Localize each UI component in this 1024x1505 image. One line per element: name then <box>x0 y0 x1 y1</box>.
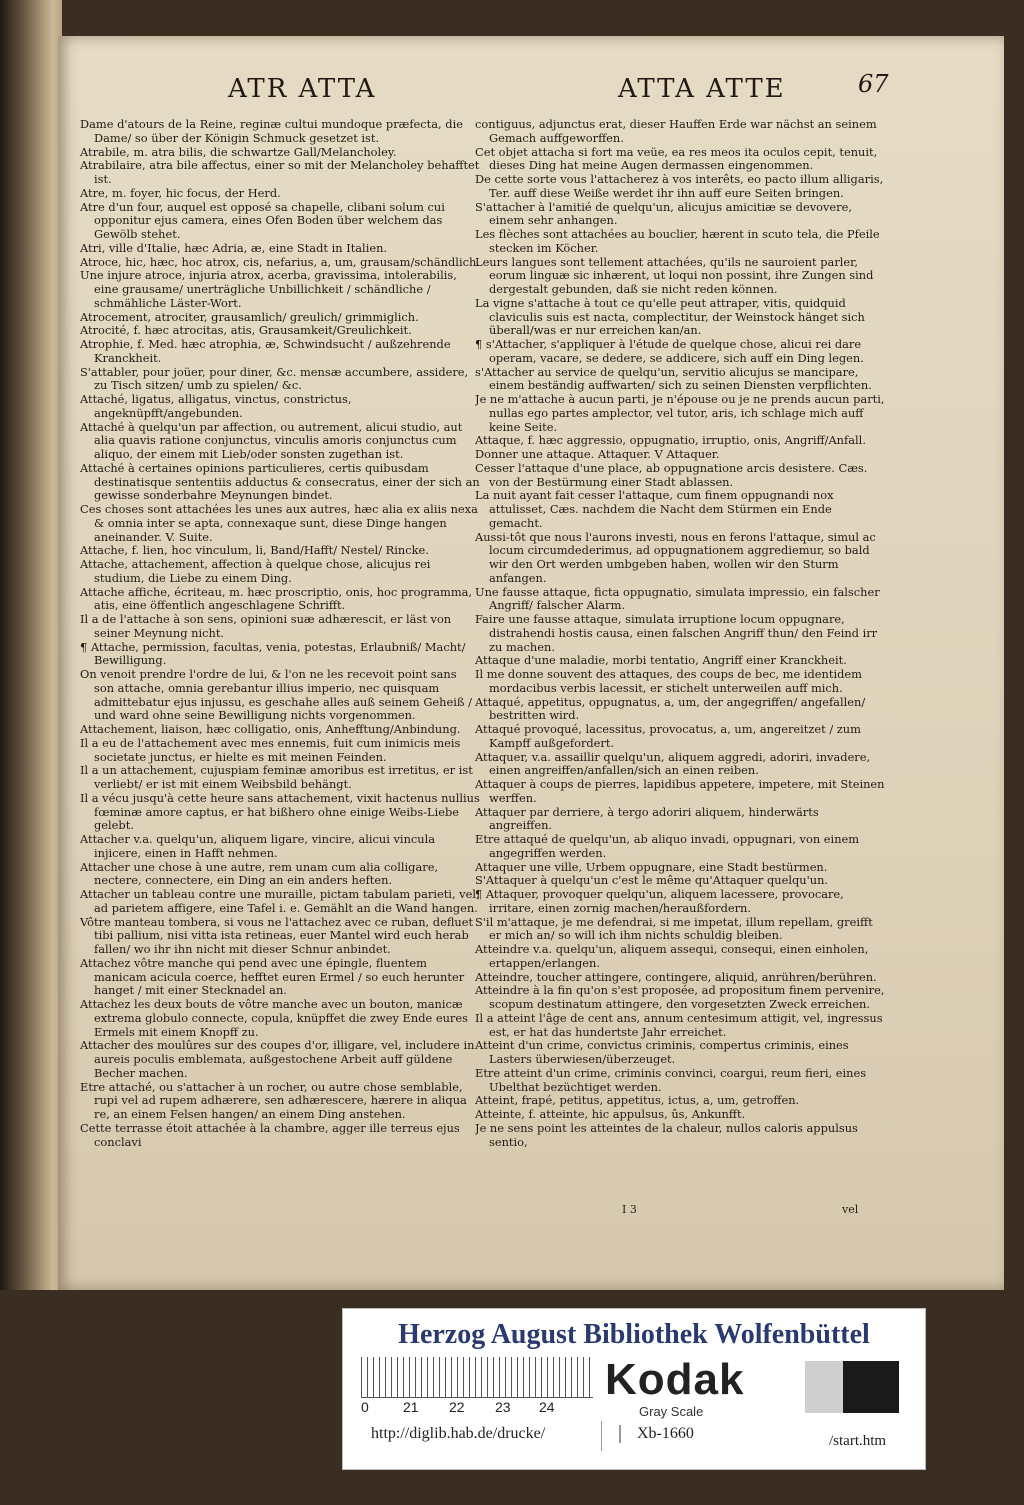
dictionary-entry: Atteindre, toucher attingere, contingere, aliquid, anrühren/berühren. <box>475 969 877 984</box>
dictionary-entry: Atre, m. foyer, hic focus, der Herd. <box>80 185 281 200</box>
dictionary-entry: contiguus, adjunctus erat, dieser Hauffen Erde war nächst an seinem Gemach auffgeworffen. <box>475 118 877 145</box>
dictionary-entry: Faire une fausse attaque, simulata irruptione locum oppugnare, distrahendi hostis causa, einen falschen Angriff thun/ den Feind irr zu machen. <box>475 612 878 654</box>
ruler-number: 24 <box>539 1399 555 1415</box>
dictionary-entry: Dame d'atours de la Reine, reginæ cultui mundoque præfecta, die Dame/ so über der Königin Schmuck gesetzet ist. <box>80 118 463 145</box>
dictionary-entry: ¶ Attaquer, provoquer quelqu'un, aliquem lacessere, provocare, irritare, einen zornig machen/heraußfordern. <box>475 887 844 915</box>
dictionary-entry: Attaquer par derriere, à tergo adoriri aliquem, hinderwärts angreiffen. <box>475 804 819 833</box>
dictionary-entry: Atteint d'un crime, convictus criminis, compertus criminis, eines Lasters überwiesen/überzeuget. <box>475 1038 849 1066</box>
ruler-number: 23 <box>495 1399 511 1415</box>
dictionary-entry: Attacher des moulûres sur des coupes d'or, illigare, vel, includere in aureis poculis emblemata, außgestochene Arbeit auff güldene Becher machen. <box>80 1038 475 1080</box>
gray-swatch-light <box>805 1361 843 1413</box>
dictionary-entry: Je ne m'attache à aucun parti, je n'épouse ou je ne prends aucun parti, nullas ego partes amplector, vel tutor, aris, ich schlage mich auff keine Seite. <box>475 392 885 434</box>
digital-library-url: http://diglib.hab.de/drucke/ <box>371 1425 546 1442</box>
dictionary-entry: Attaquer une ville, Urbem oppugnare, eine Stadt bestürmen. <box>475 859 828 874</box>
dictionary-entry: Etre atteint d'un crime, criminis convinci, coargui, reum fieri, eines Ubelthat bezüchtiget werden. <box>475 1065 867 1094</box>
dictionary-entry: Atteindre v.a. quelqu'un, aliquem assequi, consequi, einen einholen, ertappen/erlangen. <box>475 942 869 970</box>
dictionary-entry: Une injure atroce, injuria atrox, acerba, gravissima, intolerabilis, eine grausame/ unerträgliche Unbillichkeit / schändliche / schmähliche Läster-Wort. <box>80 268 457 310</box>
catchword: vel <box>842 1203 859 1216</box>
ruler-number: 0 <box>361 1399 369 1415</box>
dictionary-entry: S'il m'attaque, je me defendrai, si me impetat, illum repellam, greifft er mich an/ so will ich ihm nichts schuldig bleiben. <box>475 914 873 943</box>
dictionary-entry: Je ne sens point les atteintes de la chaleur, nullos caloris appulsus sentio, <box>475 1120 858 1149</box>
right-column <box>475 118 885 1203</box>
gray-swatch-dark <box>843 1361 899 1413</box>
dictionary-entry: Attaquer à coups de pierres, lapidibus appetere, impetere, mit Steinen werffen. <box>475 777 885 805</box>
dictionary-entry: Attaqué, appetitus, oppugnatus, a, um, der angegriffen/ angefallen/ bestritten wird. <box>475 694 866 723</box>
start-link: /start.htm <box>829 1433 887 1449</box>
gray-scale-label: Gray Scale <box>639 1404 704 1419</box>
dictionary-entry: Atre d'un four, auquel est opposé sa chapelle, clibani solum cui opponitur ejus camera, eines Ofen Boden über welchem das Gewölb stehet. <box>80 199 445 241</box>
dictionary-entry: Attaque d'une maladie, morbi tentatio, Angriff einer Kranckheit. <box>475 653 847 668</box>
ruler-number: 22 <box>449 1399 465 1415</box>
dictionary-entry: Cet objet attacha si fort ma veüe, ea res meos ita oculos cepit, tenuit, dieses Ding hat meine Augen dermassen eingenommen. <box>475 144 878 173</box>
dictionary-entry: Atrocité, f. hæc atrocitas, atis, Grausamkeit/Greulichkeit. <box>80 323 412 338</box>
dictionary-entry: Attaquer, v.a. assaillir quelqu'un, aliquem aggredi, adoriri, invadere, einen angreiffen/anfallen/sich an einen reiben. <box>475 749 871 778</box>
dictionary-entry: Il me donne souvent des attaques, des coups de bec, me identidem mordacibus verbis lacessit, er stichelt unterweilen auff mich. <box>475 667 862 695</box>
dictionary-entry: Etre attaché, ou s'attacher à un rocher, ou autre chose semblable, rupi vel ad rupem adhærere, sen adhærescere, hærere in aliqua re, an einem Felsen hangen/ an einem Ding anstehen. <box>80 1079 467 1121</box>
running-header-left: ATR ATTA <box>228 74 377 104</box>
dictionary-entry: Attacher une chose à une autre, rem unam cum alia colligare, nectere, connectere, ein Ding an ein anders heften. <box>80 859 439 888</box>
dictionary-entry: Attache, attachement, affection à quelque chose, alicujus rei studium, die Liebe zu einem Ding. <box>80 557 431 585</box>
dictionary-entry: Leurs langues sont tellement attachées, qu'ils ne sauroient parler, eorum linguæ sic inhærent, ut loqui non possint, ihre Zungen sind dergestalt gebunden, daß sie nicht reden können. <box>475 254 874 296</box>
divider <box>601 1421 602 1451</box>
library-title: Herzog August Bibliothek Wolfenbüttel <box>398 1319 870 1350</box>
dictionary-entry: Attaché à quelqu'un par affection, ou autrement, alicui studio, aut alia quavis ratione conjunctus, vinculis amoris conjunctus cum aliquo, der einem mit Lieb/oder sonsten zugethan ist. <box>80 419 463 461</box>
dictionary-entry: Il a vécu jusqu'à cette heure sans attachement, vixit hactenus nullius fœminæ amore captus, er hat bißhero ohne einige Weibs-Liebe gelebt. <box>80 790 480 833</box>
shelfmark: Xb-1660 <box>619 1425 694 1443</box>
dictionary-entry: Atrabilaire, atra bile affectus, einer so mit der Melancholey behafftet ist. <box>80 158 480 186</box>
ruler-number: 21 <box>403 1399 419 1415</box>
dictionary-entry: Vôtre manteau tombera, si vous ne l'attachez avec ce ruban, defluet tibi pallium, nisi vitta ista retineas, euer Mantel wird euch herab fallen/ wo ihr ihn nicht mit dieser Schnur anbindet. <box>80 914 474 956</box>
dictionary-entry: Attachement, liaison, hæc colligatio, onis, Anhefftung/Anbindung. <box>80 722 461 736</box>
kodak-logo: Kodak <box>605 1355 745 1404</box>
dictionary-entry: S'Attaquer à quelqu'un c'est le même qu'Attaquer quelqu'un. <box>475 873 829 888</box>
dictionary-entry: Atrophie, f. Med. hæc atrophia, æ, Schwindsucht / außzehrende Kranckheit. <box>80 337 451 365</box>
dictionary-entry: Il a atteint l'âge de cent ans, annum centesimum attigit, vel, ingressus est, er hat das hundertste Jahr erreichet. <box>475 1010 883 1039</box>
dictionary-entry: Attaqué provoqué, lacessitus, provocatus, a, um, angereitzet / zum Kampff außgefordert. <box>475 722 861 750</box>
dictionary-entry: Attaque, f. hæc aggressio, oppugnatio, irruptio, onis, Angriff/Anfall. <box>475 433 866 448</box>
dictionary-entry: Cesser l'attaque d'une place, ab oppugnatione arcis desistere. Cæs. von der Bestürmung einer Stadt ablassen. <box>475 460 868 489</box>
dictionary-entry: Une fausse attaque, ficta oppugnatio, simulata impressio, ein falscher Angriff/ falscher Alarm. <box>475 584 880 613</box>
dictionary-entry: Atri, ville d'Italie, hæc Adria, æ, eine Stadt in Italien. <box>80 240 388 255</box>
signature-mark: I 3 <box>622 1203 637 1216</box>
dictionary-entry: Il a un attachement, cujuspiam feminæ amoribus est irretitus, er ist verliebt/ er ist mit einem Weibsbild behängt. <box>80 763 473 791</box>
dictionary-entry: La nuit ayant fait cesser l'attaque, cum finem oppugnandi nox attulisset, Cæs. nachdem die Nacht dem Stürmen ein Ende gemacht. <box>475 488 834 530</box>
dictionary-entry: Ces choses sont attachées les unes aux autres, hæc alia ex aliis nexa & omnia inter se apta, connexaque sunt, diese Dinge hangen aneinander. V. Suite. <box>80 502 478 544</box>
dictionary-entry: Etre attaqué de quelqu'un, ab aliquo invadi, oppugnari, von einem angegriffen werden. <box>475 832 860 860</box>
dictionary-entry: Atrabile, m. atra bilis, die schwartze Gall/Melancholey. <box>80 144 397 159</box>
dictionary-entry: La vigne s'attache à tout ce qu'elle peut attraper, vitis, quidquid claviculis suis est nacta, complectitur, der Weinstock hänget sich überall/was er nur erreichen kan/an. <box>475 295 865 338</box>
dictionary-entry: Attachez vôtre manche qui pend avec une épingle, fluentem manicam acicula coerce, hefftet euren Ermel / so euch herunter hanget / mit einer Stecknadel an. <box>80 955 465 998</box>
dictionary-entry: Attachez les deux bouts de vôtre manche avec un bouton, manicæ extrema globulo connecte, copula, knüpffet die zwey Ende eures Ermels mit einem Knopff zu. <box>80 997 468 1039</box>
dictionary-entry: Attaché à certaines opinions particulieres, certis quibusdam destinatisque sententiis adductus & consecratus, einer der sich an gewisse sonderbahre Meynungen bindet. <box>80 460 480 503</box>
dictionary-entry: Attaché, ligatus, alligatus, vinctus, constrictus, angeknüpfft/angebunden. <box>80 392 352 420</box>
dictionary-entry: Atteint, frapé, petitus, appetitus, ictus, a, um, getroffen. <box>475 1093 800 1108</box>
dictionary-entry: Atroce, hic, hæc, hoc atrox, cis, nefarius, a, um, grausam/schändlich. <box>80 254 480 269</box>
book-spine <box>0 0 62 1290</box>
dictionary-entry: Atteinte, f. atteinte, hic appulsus, ûs, Ankunfft. <box>475 1107 746 1121</box>
running-header-right: ATTA ATTE <box>618 74 786 104</box>
scale-ruler <box>361 1357 593 1398</box>
dictionary-entry: Attache affiche, écriteau, m. hæc proscriptio, onis, hoc programma, atis, eine öffentlich angeschlagene Schrifft. <box>80 584 473 613</box>
dictionary-entry: Atrocement, atrociter, grausamlich/ greulich/ grimmiglich. <box>80 309 419 324</box>
dictionary-entry: Attacher un tableau contre une muraille, pictam tabulam parieti, vel, ad parietem affigere, eine Tafel i. e. Gemählt an die Wand hangen. <box>80 887 480 915</box>
dictionary-entry: S'attabler, pour joüer, pour diner, &c. mensæ accumbere, assidere, zu Tisch sitzen/ umb zu spielen/ &c. <box>80 364 469 393</box>
dictionary-entry: Attacher v.a. quelqu'un, aliquem ligare, vincire, alicui vincula injicere, einen in Hafft nehmen. <box>80 832 436 860</box>
dictionary-entry: Il a eu de l'attachement avec mes ennemis, fuit cum inimicis meis societate junctus, er hielte es mit meinen Feinden. <box>80 735 461 764</box>
dictionary-entry: Atteindre à la fin qu'on s'est proposée, ad propositum finem pervenire, scopum destinatum attingere, den vorgesetzten Zweck erreichen. <box>475 983 885 1011</box>
dictionary-entry: ¶ Attache, permission, facultas, venia, potestas, Erlaubniß/ Macht/ Bewilligung. <box>80 639 466 668</box>
page-number: 67 <box>858 70 889 98</box>
dictionary-entry: Cette terrasse étoit attachée à la chambre, agger ille terreus ejus conclavi <box>80 1120 460 1149</box>
left-column <box>80 118 480 1203</box>
library-color-card <box>342 1308 926 1470</box>
dictionary-entry: Donner une attaque. Attaquer. V Attaquer. <box>475 447 720 461</box>
dictionary-entry: De cette sorte vous l'attacherez à vos interêts, eo pacto illum alligaris, Ter. auff diese Weiße werdet ihr ihn auff eure Seiten bringen. <box>475 172 884 200</box>
dictionary-entry: s'Attacher au service de quelqu'un, servitio alicujus se mancipare, einem beständig auffwarten/ sich zu seinen Diensten verpflichten. <box>475 364 872 393</box>
dictionary-entry: Les flèches sont attachées au bouclier, hærent in scuto tela, die Pfeile stecken im Köcher. <box>475 227 880 255</box>
dictionary-entry: S'attacher à l'amitié de quelqu'un, alicujus amicitiæ se devovere, einem sehr anhangen. <box>475 199 852 228</box>
dictionary-entry: ¶ s'Attacher, s'appliquer à l'étude de quelque chose, alicui rei dare operam, vacare, se dedere, se addicere, sich auff ein Ding legen. <box>475 337 864 365</box>
dictionary-entry: Aussi-tôt que nous l'aurons investi, nous en ferons l'attaque, simul ac locum circumdederimus, ad oppugnationem aggrediemur, so bald wir den Ort werden umbgeben haben, wollen wir den Sturm anfangen. <box>475 529 876 585</box>
ruler-numbers <box>361 1399 601 1415</box>
dictionary-entry: On venoit prendre l'ordre de lui, & l'on ne les recevoit point sans son attache, omnia gerebantur illius imperio, nec quisquam admittebatur ejus injussu, es geschahe alles auß seinem Geheiß / und ward ohne seine Bewilligung nichts vorgenommen. <box>80 667 472 723</box>
dictionary-entry: Il a de l'attache à son sens, opinioni suæ adhærescit, er läst von seiner Meynung nicht. <box>80 612 452 640</box>
dictionary-entry: Attache, f. lien, hoc vinculum, li, Band/Hafft/ Nestel/ Rincke. <box>80 543 429 558</box>
